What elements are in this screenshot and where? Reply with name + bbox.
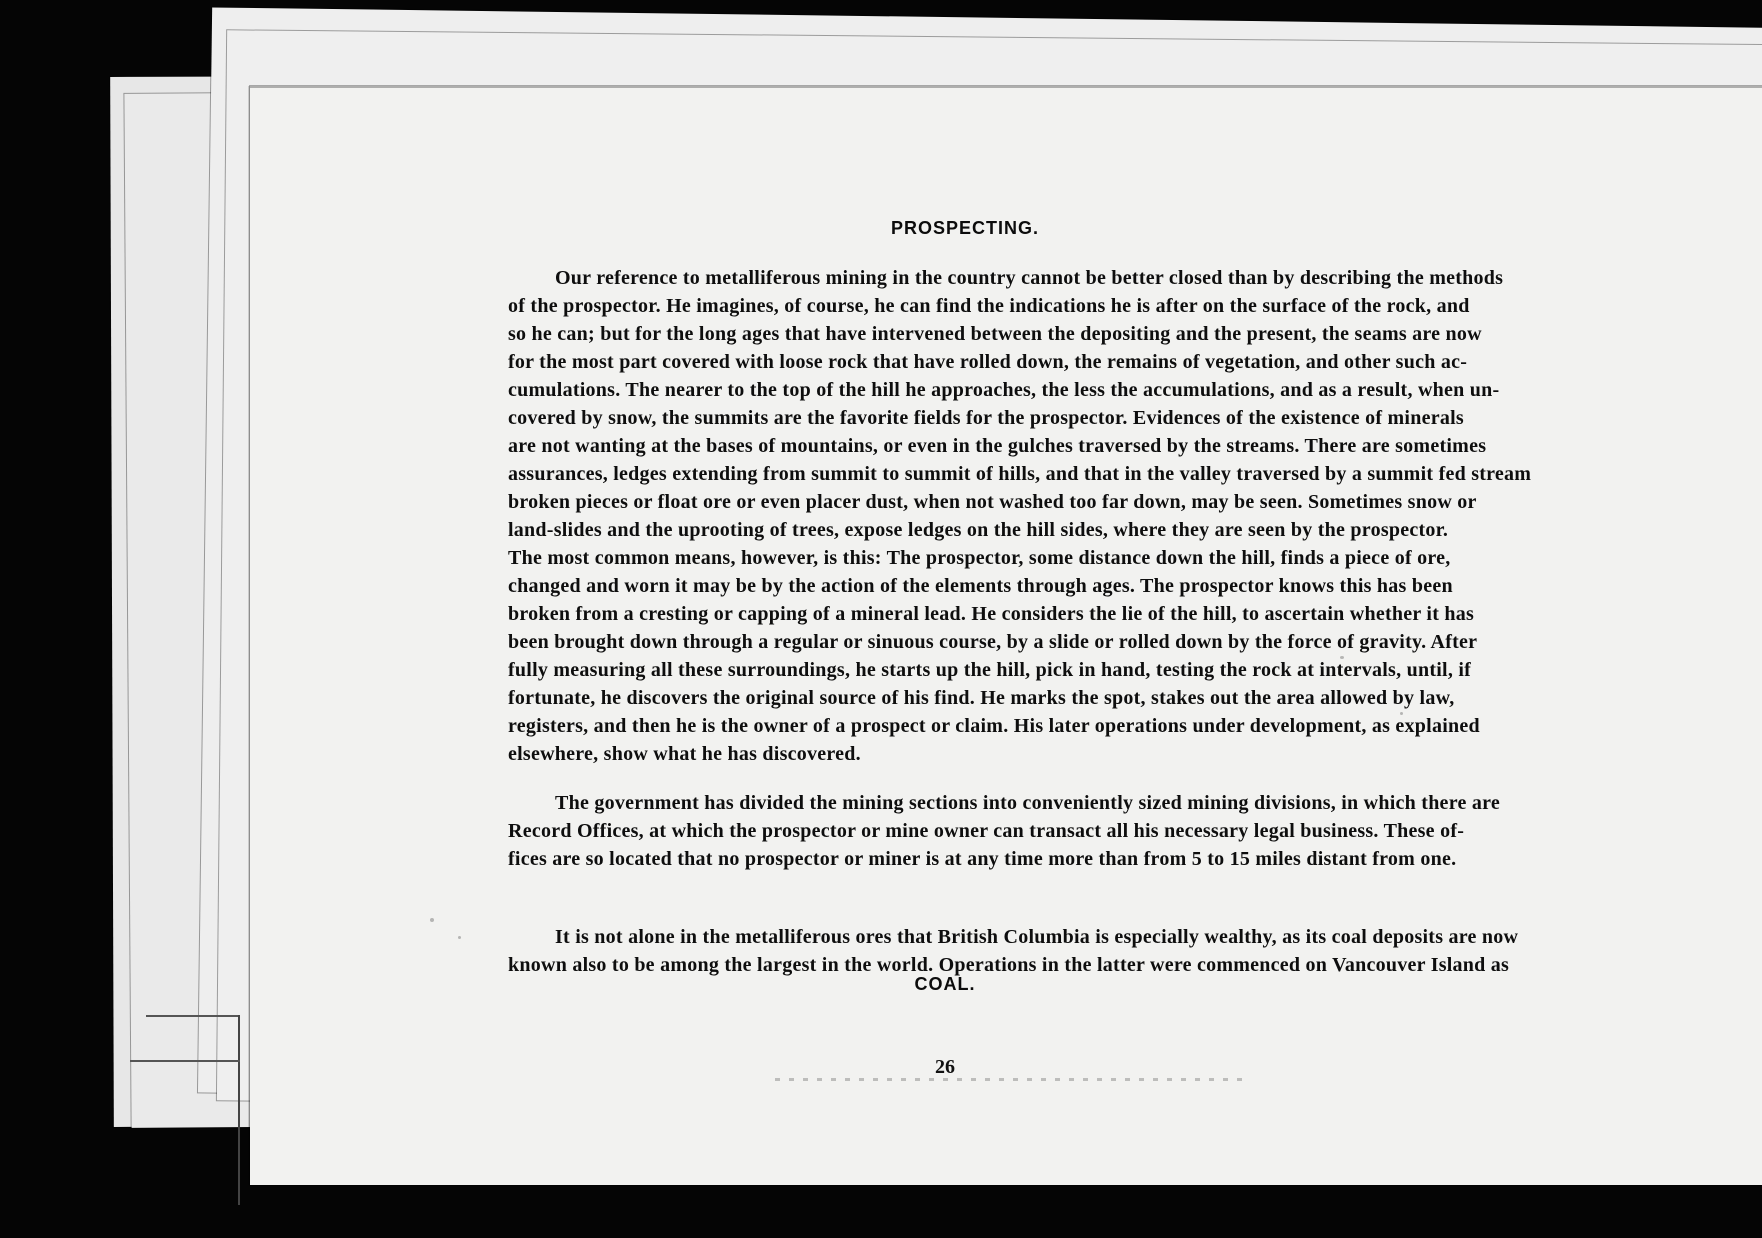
scan-speck xyxy=(458,936,461,939)
scan-speck xyxy=(1400,712,1403,715)
document-page xyxy=(250,86,1762,1185)
text-line: are not wanting at the bases of mountains, or even in the gulches traversed by the streams. There are sometimes xyxy=(508,435,1487,457)
section-heading-coal: COAL. xyxy=(914,974,976,994)
text-line: land-slides and the uprooting of trees, expose ledges on the hill sides, where they are seen by the prospector. xyxy=(508,519,1449,541)
text-line: changed and worn it may be by the action of the elements through ages. The prospector knows this has been xyxy=(508,575,1453,597)
page-top-rule xyxy=(250,86,1762,88)
page-number: 26 xyxy=(935,1056,955,1078)
text-line: fortunate, he discovers the original source of his find. He marks the spot, stakes out the area allowed by law, xyxy=(508,687,1455,709)
page-stack-edge-mark xyxy=(130,1060,240,1062)
text-line: fully measuring all these surroundings, he starts up the hill, pick in hand, testing the rock at intervals, until, if xyxy=(508,659,1472,681)
text-line: known also to be among the largest in the world. Operations in the latter were commenced on Vancouver Island as xyxy=(508,954,1510,976)
text-line: broken from a cresting or capping of a mineral lead. He considers the lie of the hill, to ascertain whether it has xyxy=(508,603,1475,625)
text-line: Record Offices, at which the prospector or mine owner can transact all his necessary legal business. These of- xyxy=(508,820,1465,842)
text-line: elsewhere, show what he has discovered. xyxy=(508,743,861,765)
text-line: assurances, ledges extending from summit to summit of hills, and that in the valley traversed by a summit fed stream xyxy=(508,463,1532,485)
text-line: It is not alone in the metalliferous ores that British Columbia is especially wealthy, as its coal deposits are now xyxy=(555,926,1519,948)
text-line: fices are so located that no prospector or miner is at any time more than from 5 to 15 miles distant from one. xyxy=(508,848,1457,870)
text-line: The government has divided the mining sections into conveniently sized mining divisions, in which there are xyxy=(555,792,1500,814)
text-line: so he can; but for the long ages that have intervened between the depositing and the present, the seams are now xyxy=(508,323,1482,345)
scan-speck xyxy=(1340,656,1344,659)
page-stack-edge-mark xyxy=(238,1015,240,1205)
text-line: covered by snow, the summits are the favorite fields for the prospector. Evidences of the existence of minerals xyxy=(508,407,1464,429)
text-line: been brought down through a regular or sinuous course, by a slide or rolled down by the force of gravity. After xyxy=(508,631,1478,653)
text-line: The most common means, however, is this: The prospector, some distance down the hill, finds a piece of ore, xyxy=(508,547,1451,569)
scan-speck xyxy=(430,918,434,922)
text-line: of the prospector. He imagines, of course, he can find the indications he is after on the surface of the rock, and xyxy=(508,295,1470,317)
page-stack-edge-mark xyxy=(146,1015,238,1017)
scan-noise-line xyxy=(775,1078,1245,1081)
text-line: cumulations. The nearer to the top of the hill he approaches, the less the accumulations, and as a result, when un- xyxy=(508,379,1500,401)
text-line: Our reference to metalliferous mining in the country cannot be better closed than by describing the methods xyxy=(555,267,1504,289)
section-heading-prospecting: PROSPECTING. xyxy=(890,218,1040,238)
text-line: for the most part covered with loose rock that have rolled down, the remains of vegetation, and other such ac- xyxy=(508,351,1468,373)
text-line: registers, and then he is the owner of a prospect or claim. His later operations under development, as explained xyxy=(508,715,1480,737)
text-line: broken pieces or float ore or even placer dust, when not washed too far down, may be seen. Sometimes snow or xyxy=(508,491,1477,513)
